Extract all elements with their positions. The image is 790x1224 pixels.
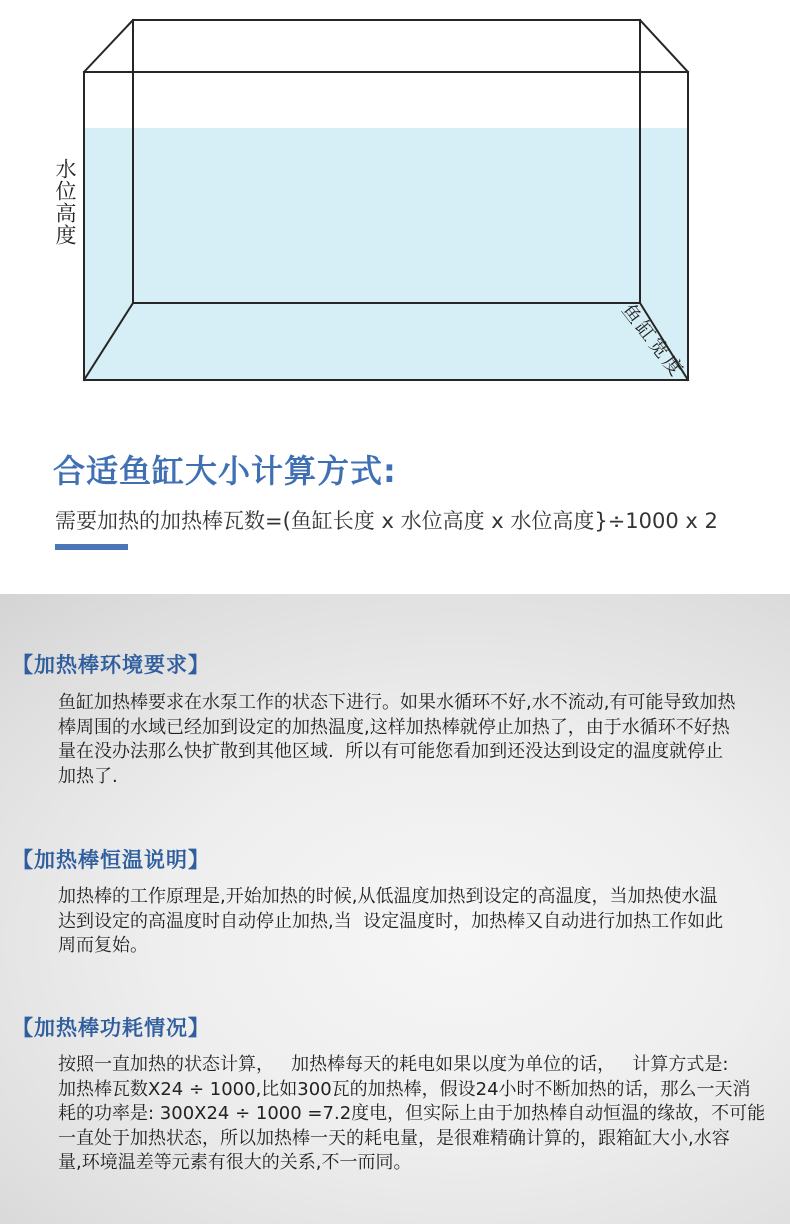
body-line: 一直处于加热状态，所以加热棒一天的耗电量，是很难精确计算的，跟箱缸大小,水容 (58, 1127, 730, 1149)
heater-info-panel (0, 594, 790, 1224)
body-line: 按照一直加热的状态计算， 加热棒每天的耗电如果以度为单位的话， 计算方式是: (58, 1054, 729, 1075)
calculation-title: 合适鱼缸大小计算方式: (53, 452, 397, 490)
body-line: 达到设定的高温度时自动停止加热,当 设定温度时，加热棒又自动进行加热工作如此 (58, 910, 724, 932)
body-line: 量,环境温差等元素有很大的关系,不一而同。 (58, 1152, 412, 1173)
body-line: 加热棒瓦数X24 ÷ 1000,比如300瓦的加热棒，假设24小时不断加热的话，那么一天消 (58, 1078, 751, 1100)
section-title: 【加热棒环境要求】 (12, 653, 210, 677)
water-level-label: 水位高度 (53, 158, 77, 246)
section-body (58, 691, 778, 789)
body-line: 周而复始。 (58, 935, 148, 956)
section-body (58, 1053, 778, 1176)
body-line: 加热了. (58, 765, 118, 787)
body-line: 鱼缸加热棒要求在水泵工作的状态下进行。如果水循环不好,水不流动,有可能导致加热 (58, 692, 736, 713)
tank-top-right-depth-edge (640, 20, 688, 72)
body-line: 耗的功率是: 300X24 ÷ 1000 =7.2度电，但实际上由于加热棒自动恒温的缘故，不可能 (58, 1103, 766, 1124)
section-body (58, 885, 778, 959)
section-title: 【加热棒恒温说明】 (12, 848, 210, 872)
body-line: 加热棒的工作原理是,开始加热的时候,从低温度加热到设定的高温度，当加热使水温 (58, 886, 718, 907)
tank-width-label: 鱼缸宽度 (617, 299, 689, 383)
body-line: 棒周围的水域已经加到设定的加热温度,这样加热棒就停止加热了，由于水循环不好热 (58, 716, 730, 738)
title-accent-bar (55, 544, 128, 550)
section-title: 【加热棒功耗情况】 (12, 1016, 210, 1040)
water-fill (84, 128, 688, 380)
tank-top-left-depth-edge (84, 20, 133, 72)
heater-wattage-formula: 需要加热的加热棒瓦数=(鱼缸长度 x 水位高度 x 水位高度}÷1000 x 2 (55, 509, 718, 533)
fish-tank-diagram (0, 0, 790, 400)
body-line: 量在没办法那么快扩散到其他区域. 所以有可能您看加到还没达到设定的温度就停止 (58, 741, 724, 762)
